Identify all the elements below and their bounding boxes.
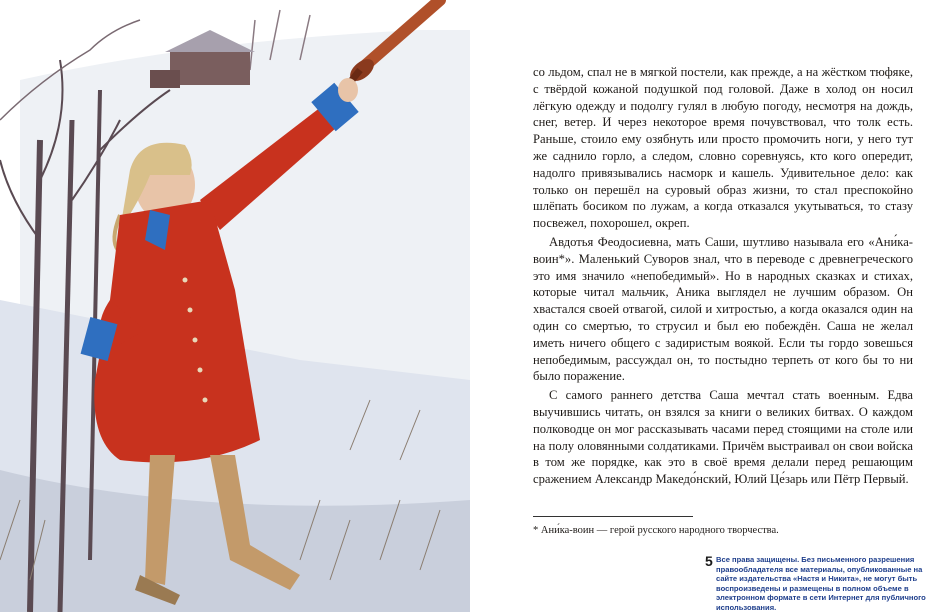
paragraph: со льдом, спал не в мягкой постели, как прежде, а на жёстком тюфяке, с твёрдой кожаной подушкой под головой. Даже в холод он носил лёгкую одежду и подолгу гулял в любую погоду, несмотря на дождь, снег, ветер. И через некоторое время почувствовал, что толк есть. Раньше, стоило ему озябнуть или просто промочить ноги, у него тут же саднило горло, а следом, словно соревнуясь, кто кого опередит, надолго привязывались насморк и кашель. Удивительное дело: как только он перешёл на суровый образ жизни, то стал преспокойно шлёпать босиком по лужам, а когда отказался укутываться, то стазу посвежел, похорошел, окреп. xyxy=(533,65,913,231)
page-number: 5 xyxy=(705,553,713,569)
body-text xyxy=(533,64,913,488)
paragraph: С самого раннего детства Саша мечтал стать военным. Едва выучившись читать, он взялся за книги о великих битвах. О каждом полководце он мог рассказывать часами перед стоящими на столе или на полу оловянными солдатиками. Причём выстраивал он свои войска в том же порядке, как это в своё время делали перед решающим сражением Александр Македо́нский, Юлий Це́зарь или Пётр Первый. xyxy=(533,388,913,487)
boy-with-sword-illustration xyxy=(0,0,470,612)
rights-notice: Все права защищены. Без письменного разрешения правообладателя все материалы, опубликованные на сайте издательства «Настя и Никита», не могут быть воспроизведены и размещены в полном объеме в электронном формате в сети Интернет для публичного использования. xyxy=(716,555,926,612)
footnote-divider xyxy=(533,516,693,517)
footnote: * Ани́ка-воин — герой русского народного творчества. xyxy=(533,525,779,536)
paragraph: Авдотья Феодосиевна, мать Саши, шутливо называла его «Ани́ка-воин*». Маленький Суворов знал, что в переводе с древнегреческого это имя значило «непобедимый». Но в народных сказках и стихах, которые читал мальчик, Аника выглядел не лучшим образом. Он хвастался своей отвагой, силой и хитростью, а когда оказался один на один со смертью, то струсил и был ею побеждён. Саша не желал иметь ничего общего с задиристым воякой. Если ты гордо зовешься непобедимым, рассуждал он, то постыдно терпеть от кого бы то ни было поражение. xyxy=(533,234,913,384)
